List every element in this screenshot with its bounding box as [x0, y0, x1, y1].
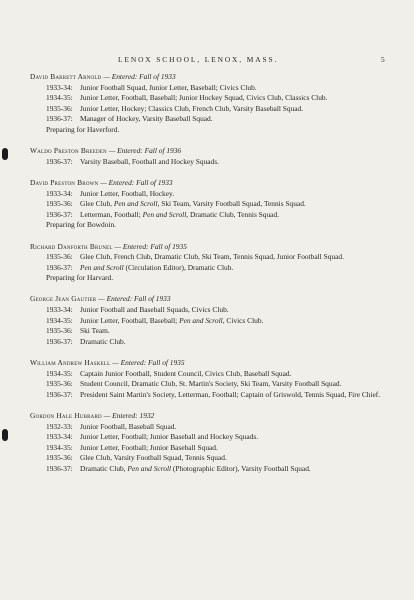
activities-text: Junior Letter, Football, Baseball;	[80, 315, 180, 325]
student-entry	[30, 146, 390, 167]
year-record	[30, 390, 390, 401]
year-record	[30, 443, 390, 454]
activities: Junior Letter, Football; Junior Baseball and Hockey Squads.	[80, 432, 259, 442]
year-record	[30, 252, 390, 263]
student-entry	[30, 358, 390, 400]
year-record	[30, 432, 390, 443]
page-number: 5	[381, 55, 385, 64]
school-year: 1936-37:	[46, 463, 73, 473]
activities: Student Council, Dramatic Club, St. Martin's Society, Ski Team, Varsity Football Squad.	[80, 379, 342, 389]
year-record	[30, 369, 390, 380]
activities-text: Letterman, Football;	[80, 209, 143, 219]
activities-text: Glee Club,	[80, 199, 114, 209]
school-year: 1933-34:	[46, 82, 73, 92]
header-title: LENOX SCHOOL, LENOX, MASS.	[118, 55, 279, 64]
student-entry	[30, 294, 390, 347]
student-name: David Barrett Arnold	[30, 72, 102, 81]
school-year: 1936-37:	[46, 389, 73, 399]
school-year: 1934-35:	[46, 442, 73, 452]
college-plan: Preparing for Harvard.	[46, 273, 114, 283]
school-year: 1935-36:	[46, 199, 73, 209]
year-record	[30, 199, 390, 210]
year-record	[30, 157, 390, 168]
student-name-line	[30, 146, 390, 157]
year-record	[30, 305, 390, 316]
school-year: 1933-34:	[46, 188, 73, 198]
year-record	[30, 263, 390, 274]
school-year: 1934-35:	[46, 368, 73, 378]
activities-text: (Circulation Editor), Dramatic Club.	[123, 262, 234, 272]
activities: Junior Letter, Football, Hockey.	[80, 188, 175, 198]
school-year: 1933-34:	[46, 432, 73, 442]
activities: Junior Letter, Football, Baseball; Junior Hockey Squad, Civics Club, Classics Club.	[80, 93, 328, 103]
activities-text: Dramatic Club,	[80, 463, 128, 473]
year-record	[30, 379, 390, 390]
activities	[80, 316, 390, 327]
activities: Junior Football, Baseball Squad.	[80, 421, 177, 431]
school-year: 1936-37:	[46, 114, 73, 124]
activities	[80, 199, 390, 210]
binder-hole	[2, 148, 8, 160]
entered-date: — Entered: 1932	[103, 411, 155, 420]
publication-title: Pen and Scroll	[80, 262, 124, 272]
activities: Junior Letter, Hockey; Classics Club, French Club, Varsity Baseball Squad.	[80, 103, 304, 113]
student-name: David Preston Brown	[30, 177, 99, 187]
year-record	[30, 210, 390, 221]
college-plan: Preparing for Bowdoin.	[46, 220, 116, 230]
publication-title: Pen and Scroll	[113, 199, 158, 209]
activities: President Saint Martin's Society, Letterman, Football; Captain of Griswold, Tennis Squad, Fire Chief.	[80, 389, 381, 399]
school-year: 1936-37:	[46, 336, 73, 346]
student-name: Gordon Hale Hubbard	[30, 411, 102, 420]
student-entry	[30, 72, 390, 136]
page-header	[0, 55, 414, 67]
school-year: 1935-36:	[46, 326, 73, 336]
student-name: George Jean Gautier	[30, 294, 97, 304]
entered-date: — Entered: Fall of 1935	[114, 241, 187, 251]
student-name-line	[30, 294, 390, 305]
student-name: Waldo Preston Breeden	[30, 146, 107, 156]
student-name: William Andrew Haskell	[30, 358, 111, 368]
student-list	[30, 72, 390, 485]
student-name-line	[30, 178, 390, 189]
student-name-line	[30, 242, 390, 253]
activities-text: , Ski Team, Varsity Football Squad, Tennis Squad.	[157, 199, 306, 209]
activities	[80, 464, 390, 475]
activities: Ski Team.	[80, 326, 110, 336]
entered-date: — Entered: Fall of 1933	[100, 177, 173, 187]
year-record	[30, 93, 390, 104]
school-year: 1934-35:	[46, 93, 73, 103]
college-plan: Preparing for Haverford.	[46, 124, 120, 134]
student-entry	[30, 411, 390, 475]
school-year: 1935-36:	[46, 379, 73, 389]
activities: Junior Football and Baseball Squads, Civics Club.	[80, 305, 229, 315]
year-record	[30, 453, 390, 464]
student-name-line	[30, 411, 390, 422]
activities-text: , Civics Club.	[222, 315, 264, 325]
school-year: 1936-37:	[46, 262, 73, 272]
year-record	[30, 189, 390, 200]
year-record	[30, 464, 390, 475]
publication-title: Pen and Scroll	[179, 315, 223, 325]
entered-date: — Entered: Fall of 1936	[108, 146, 182, 156]
year-record	[30, 337, 390, 348]
activities-text: (Photographic Editor), Varsity Football Squad.	[171, 463, 311, 473]
publication-title: Pen and Scroll	[142, 209, 187, 219]
activities: Glee Club, French Club, Dramatic Club, Ski Team, Tennis Squad, Junior Football Squad.	[80, 252, 344, 262]
entered-date: — Entered: Fall of 1935	[112, 358, 185, 368]
year-record	[30, 422, 390, 433]
school-year: 1935-36:	[46, 103, 73, 113]
activities: Varsity Baseball, Football and Hockey Squads.	[80, 156, 219, 166]
school-year: 1932-33:	[46, 421, 73, 431]
school-year: 1936-37:	[46, 156, 73, 166]
school-year: 1935-36:	[46, 252, 73, 262]
activities: Junior Letter, Football; Junior Baseball Squad.	[80, 442, 218, 452]
activities	[80, 263, 390, 274]
year-record	[30, 326, 390, 337]
school-year: 1933-34:	[46, 305, 73, 315]
student-name: Richard Danforth Brunel	[30, 241, 113, 251]
year-record	[30, 83, 390, 94]
student-name-line	[30, 72, 390, 83]
activities-text: , Dramatic Club, Tennis Squad.	[186, 209, 280, 219]
student-name-line	[30, 358, 390, 369]
student-entry	[30, 178, 390, 231]
activities: Dramatic Club.	[80, 336, 126, 346]
activities	[80, 210, 390, 221]
school-year: 1934-35:	[46, 315, 73, 325]
activities: Glee Club, Varsity Football Squad, Tennis Squad.	[80, 453, 227, 463]
publication-title: Pen and Scroll	[127, 463, 172, 473]
activities: Junior Football Squad, Junior Letter, Baseball; Civics Club.	[80, 82, 257, 92]
entered-date: — Entered: Fall of 1933	[98, 294, 171, 304]
school-year: 1936-37:	[46, 209, 73, 219]
entered-date: — Entered: Fall of 1933	[103, 72, 176, 81]
activities: Captain Junior Football, Student Council, Civics Club, Baseball Squad.	[80, 368, 292, 378]
year-record	[30, 104, 390, 115]
year-record	[30, 114, 390, 125]
activities: Manager of Hockey, Varsity Baseball Squad.	[80, 114, 213, 124]
year-record	[30, 316, 390, 327]
school-year: 1935-36:	[46, 453, 73, 463]
binder-hole	[2, 429, 8, 441]
student-entry	[30, 242, 390, 284]
